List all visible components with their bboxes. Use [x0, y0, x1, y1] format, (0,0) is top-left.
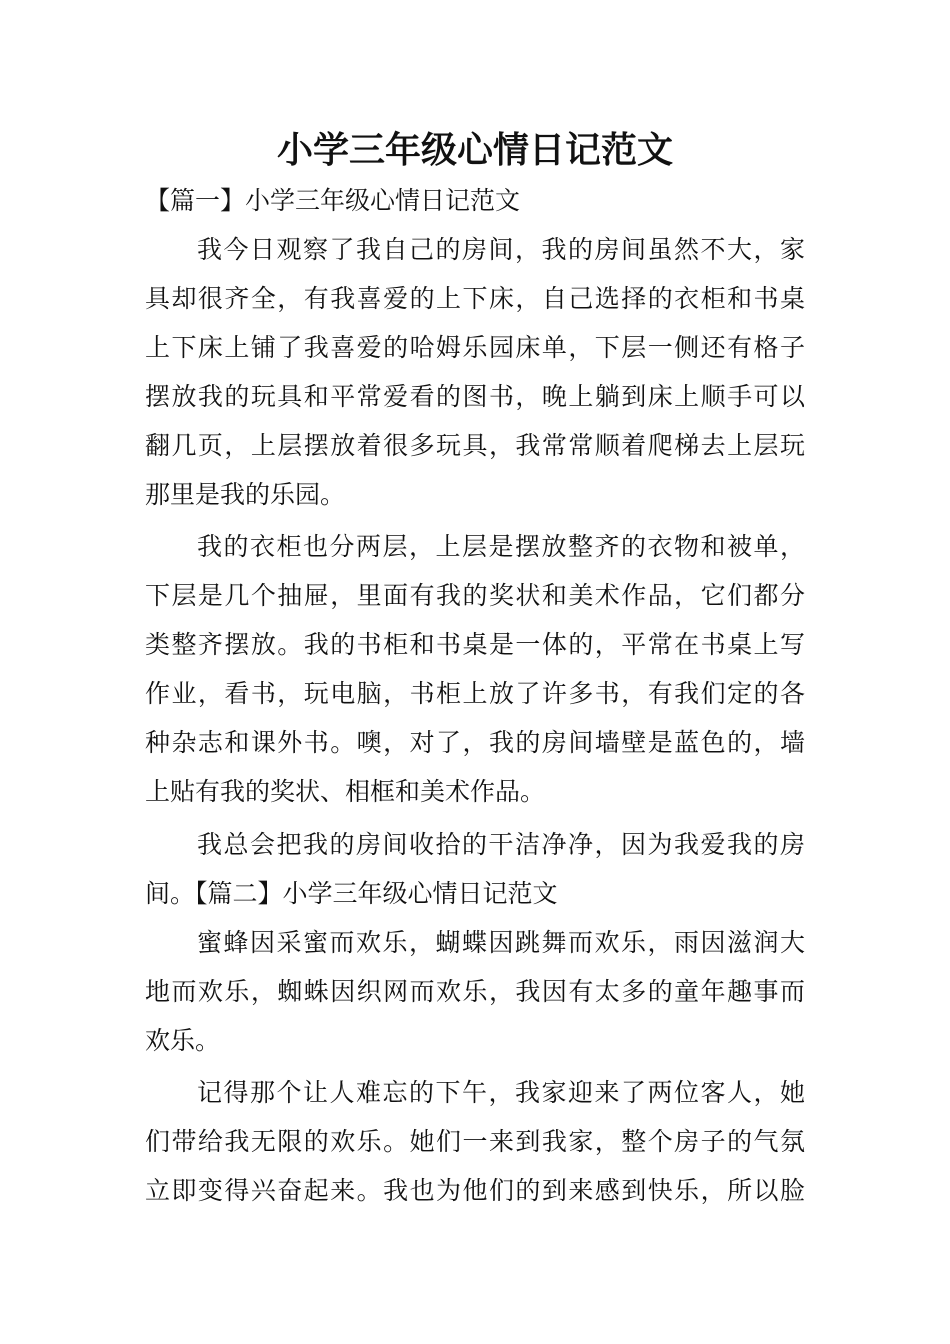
section-heading: 【篇一】小学三年级心情日记范文: [145, 186, 521, 215]
text-line: 蜜蜂因采蜜而欢乐，蝴蝶因跳舞而欢乐，雨因滋润大: [197, 928, 805, 957]
text-line: 我今日观察了我自己的房间，我的房间虽然不大，家: [197, 235, 805, 264]
text-line: 立即变得兴奋起来。我也为他们的到来感到快乐，所以脸: [145, 1176, 805, 1205]
text-line: 上贴有我的奖状、相框和美术作品。: [145, 777, 546, 806]
text-line: 我总会把我的房间收拾的干洁净净，因为我爱我的房: [197, 830, 805, 859]
text-line: 上下床上铺了我喜爱的哈姆乐园床单，下层一侧还有格子: [145, 333, 805, 362]
text-line: 类整齐摆放。我的书柜和书桌是一体的，平常在书桌上写: [145, 630, 805, 659]
text-line: 间。【篇二】小学三年级心情日记范文: [145, 879, 558, 908]
text-line: 种杂志和课外书。噢，对了，我的房间墙壁是蓝色的，墙: [145, 728, 805, 757]
text-line: 记得那个让人难忘的下午，我家迎来了两位客人，她: [197, 1078, 805, 1107]
text-line: 具却很齐全，有我喜爱的上下床，自己选择的衣柜和书桌: [145, 284, 805, 313]
text-line: 摆放我的玩具和平常爱看的图书，晚上躺到床上顺手可以: [145, 382, 805, 411]
text-line: 翻几页，上层摆放着很多玩具，我常常顺着爬梯去上层玩: [145, 431, 805, 460]
document-title: 小学三年级心情日记范文: [276, 129, 673, 171]
text-line: 们带给我无限的欢乐。她们一来到我家，整个房子的气氛: [145, 1127, 805, 1156]
text-line: 那里是我的乐园。: [145, 480, 346, 509]
text-line: 地而欢乐，蜘蛛因织网而欢乐，我因有太多的童年趣事而: [145, 977, 805, 1006]
text-line: 我的衣柜也分两层，上层是摆放整齐的衣物和被单，: [197, 532, 805, 561]
text-line: 作业，看书，玩电脑，书柜上放了许多书，有我们定的各: [145, 679, 805, 708]
text-line: 下层是几个抽屉，里面有我的奖状和美术作品，它们都分: [145, 581, 805, 610]
text-line: 欢乐。: [145, 1026, 221, 1055]
